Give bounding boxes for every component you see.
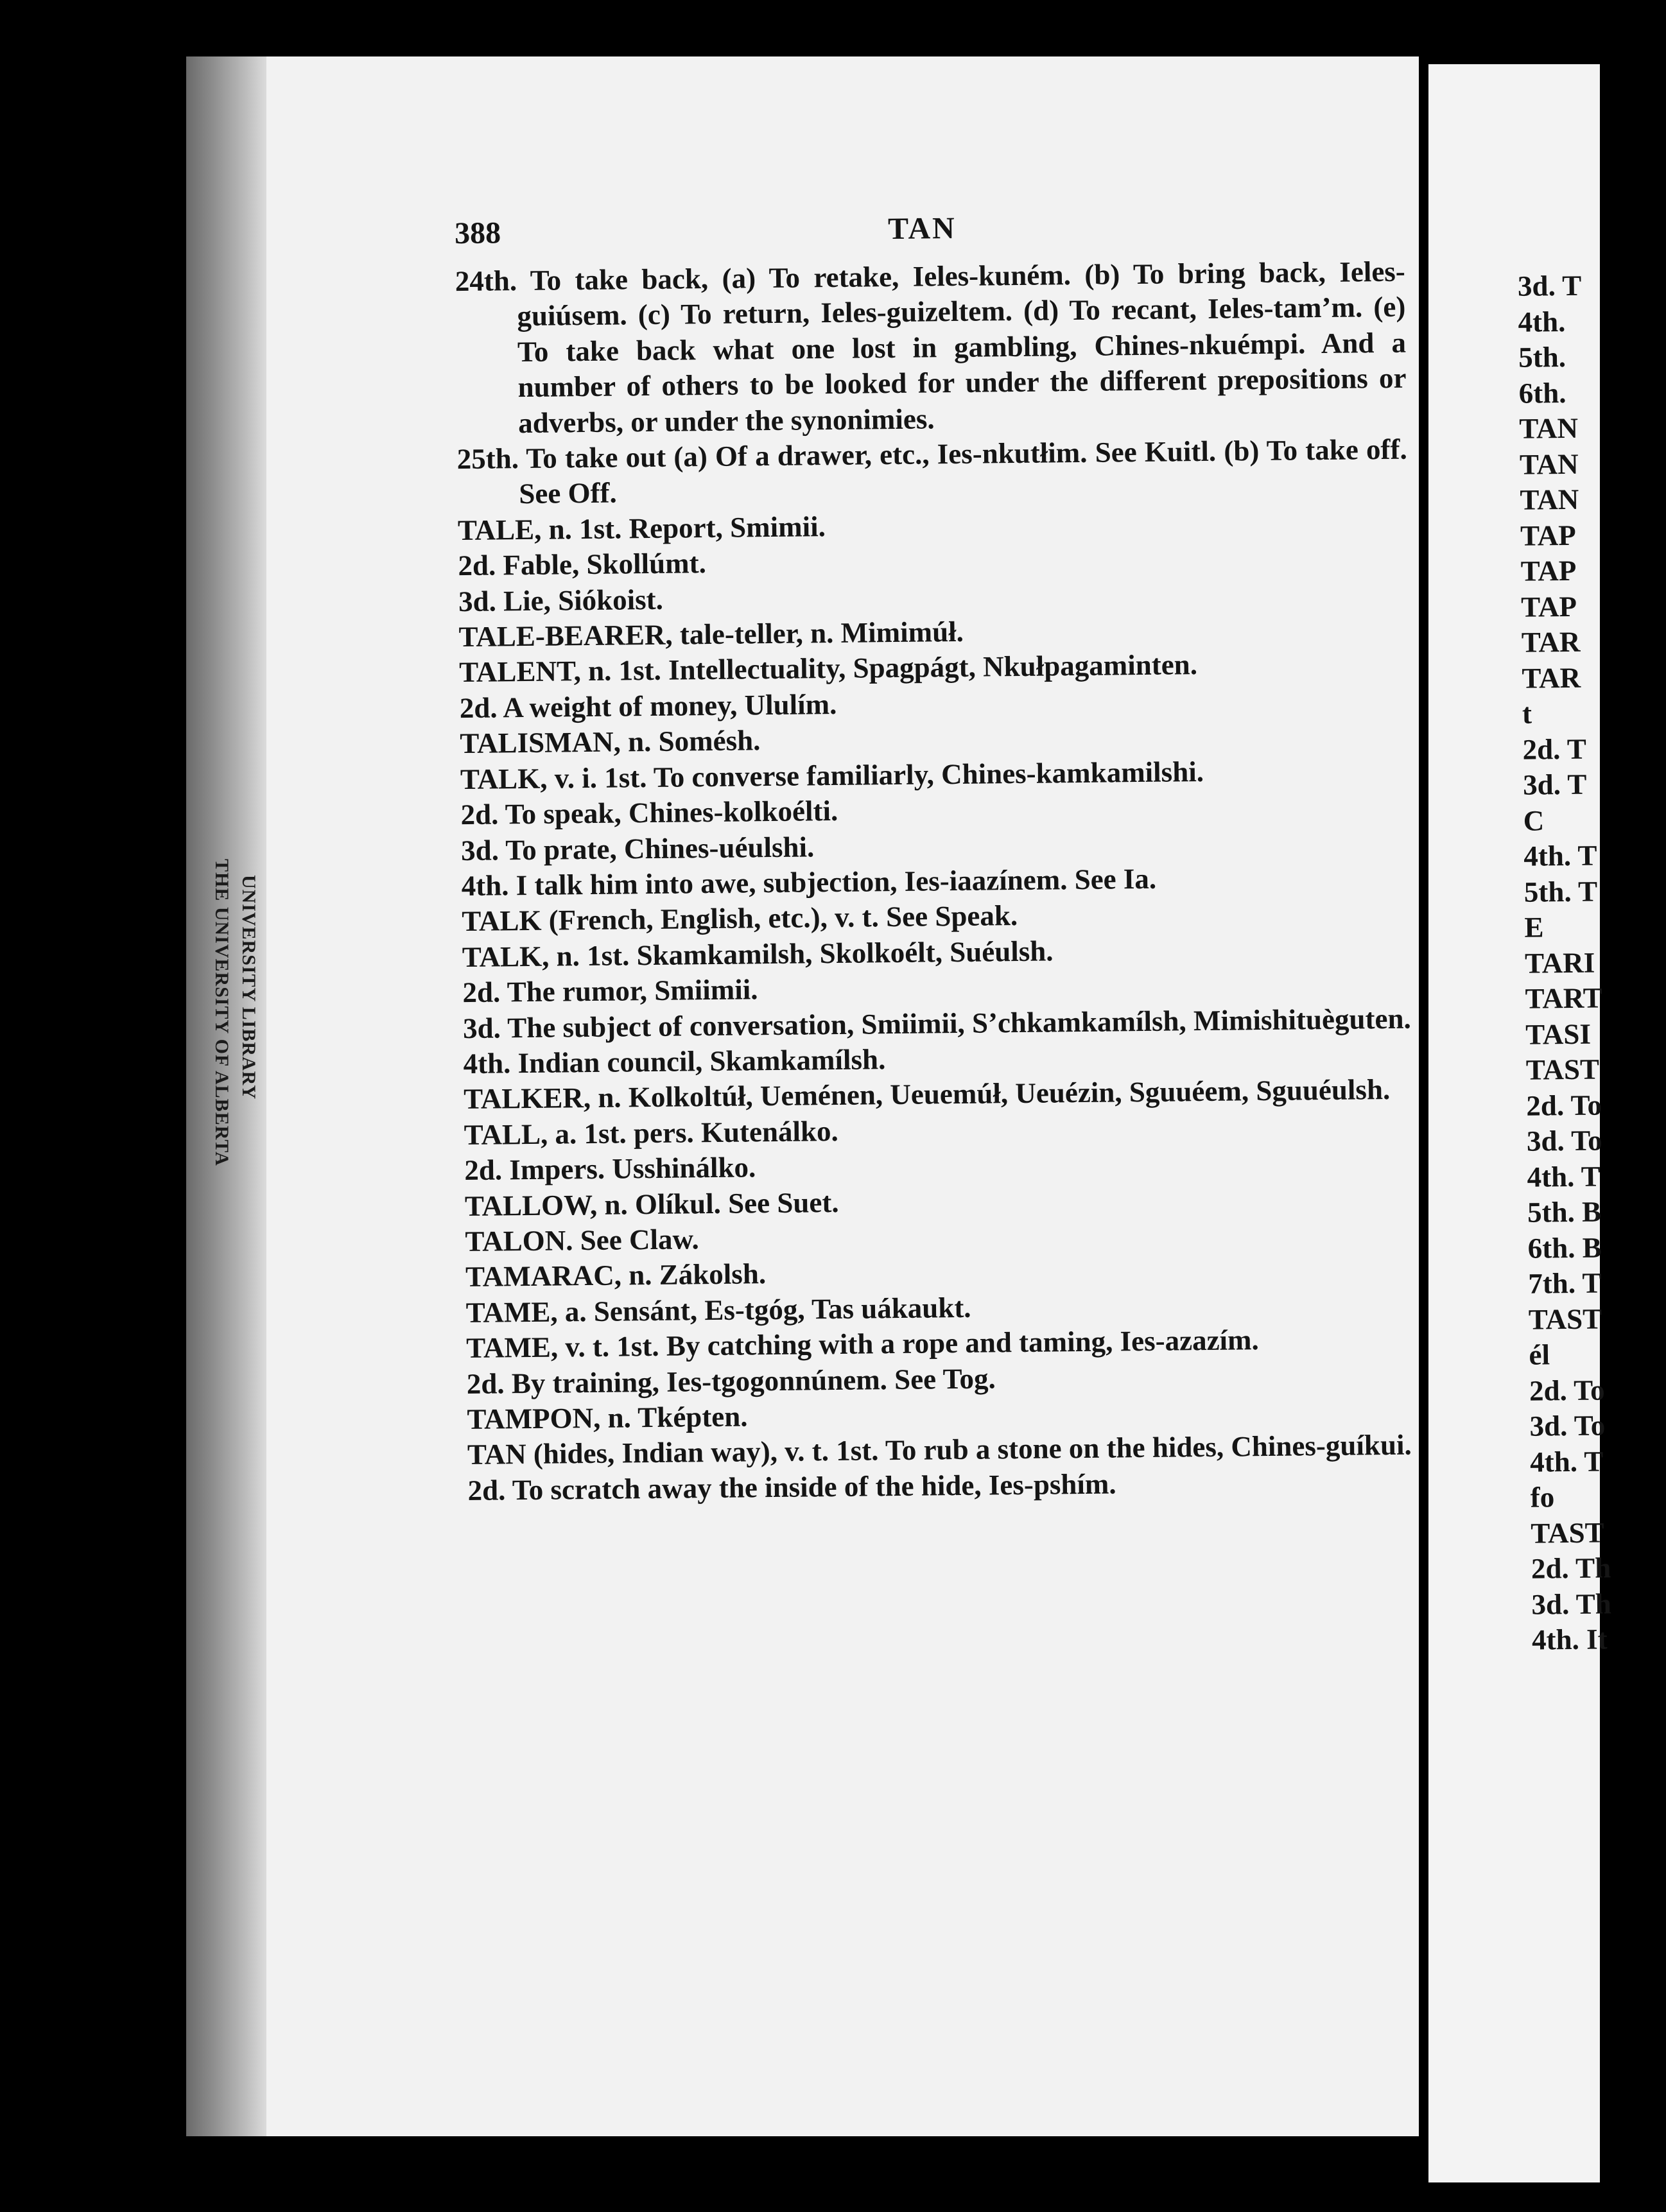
dictionary-entry: TALK, v. i. 1st. To converse familiarly, Chines-kamkamilshi. <box>460 755 1204 795</box>
facing-page-line: TAN <box>1520 483 1579 516</box>
facing-page-line: 5th. T <box>1523 875 1598 908</box>
facing-page-line: C <box>1523 804 1545 837</box>
facing-page-line: 2d. T <box>1522 732 1587 766</box>
facing-page-text <box>1518 268 1661 1658</box>
facing-page-line: 2d. To <box>1529 1373 1605 1407</box>
facing-page-line: 4th. T <box>1529 1445 1604 1478</box>
dictionary-entry: 24th. To take back, (a) To retake, Ielеs-kuném. (b) To bring back, Ielеs-guiúsem. (c) To return, Ielеs-guizeltem. (d) To recant, Ielеs-tam’m. (e) To take back what one lost in gambling, Chines-nkuémpi. And a number of others to be looked for under the different prepositions or adverbs, or under the synonimies. <box>455 255 1407 439</box>
facing-page-line: 3d. T <box>1522 768 1587 801</box>
dictionary-entry: TALK, n. 1st. Skamkamilsh, Skolkoélt, Suéulsh. <box>462 935 1054 973</box>
facing-page-line: TAP <box>1520 519 1577 552</box>
dictionary-entry: TALK (French, English, etc.), v. t. See Speak. <box>462 899 1018 938</box>
facing-page-line: 4th. T <box>1523 839 1597 872</box>
dictionary-entry: TALE, n. 1st. Report, Smimii. <box>457 510 826 546</box>
dictionary-entry: TALKER, n. Kolkoltúł, Ueménen, Ueuemúł, Ueuézin, Sguuéem, Sguuéulsh. <box>463 1073 1391 1116</box>
facing-page-line: 5th. <box>1518 341 1566 374</box>
dictionary-entry: TALLOW, n. Olíkul. See Suet. <box>464 1186 839 1222</box>
facing-page-line: TART <box>1525 981 1603 1015</box>
dictionary-entries <box>455 254 1418 1509</box>
facing-page-line: 7th. T <box>1528 1266 1602 1300</box>
facing-page-line: TAN <box>1519 411 1579 445</box>
facing-page-line: 4th. T <box>1527 1160 1601 1193</box>
facing-page-line: TAST <box>1525 1053 1600 1086</box>
facing-page-line: TAR <box>1522 661 1581 695</box>
facing-page-line: 4th. <box>1518 305 1566 338</box>
facing-page-line: E <box>1524 911 1544 944</box>
facing-page-line: TAR <box>1521 625 1581 659</box>
facing-page-line: TASI <box>1525 1017 1592 1051</box>
dictionary-entry: TAME, a. Sensánt, Es-tgóg, Tas uákaukt. <box>465 1291 971 1329</box>
facing-page-line: TAP <box>1520 590 1577 623</box>
dictionary-entry: 3d. To prate, Chines-uéulshi. <box>460 830 815 867</box>
dictionary-entry: TAMPON, n. Tképten. <box>467 1400 748 1436</box>
dictionary-entry: 2d. Fable, Skollúmt. <box>458 547 707 582</box>
facing-page-line: 5th. B <box>1527 1195 1602 1229</box>
facing-page-line: 3d. To <box>1529 1409 1606 1442</box>
facing-page-line: TAP <box>1520 554 1577 587</box>
dictionary-entry: 4th. Indian council, Skamkamílsh. <box>463 1043 886 1080</box>
facing-page-line: él <box>1529 1338 1550 1371</box>
page-number: 388 <box>454 216 501 251</box>
stamp-line-1: UNIVERSITY LIBRARY <box>238 874 259 1100</box>
facing-page-line: 3d. T <box>1517 269 1582 302</box>
dictionary-entry: TALENT, n. 1st. Intellectuality, Spagpágt, Nkułpagaminten. <box>458 648 1198 689</box>
dictionary-entry: 2d. To speak, Chines-kolkoélti. <box>460 795 838 831</box>
dictionary-entry: 4th. I talk him into awe, subjection, Ies-iaazínem. See Ia. <box>461 862 1157 902</box>
dictionary-entry: 2d. Impers. Usshinálko. <box>464 1151 756 1187</box>
dictionary-entry: 2d. The rumor, Smiimii. <box>462 973 758 1009</box>
dictionary-entry: 2d. By training, Ies-tgogonnúnem. See Tog. <box>466 1362 996 1400</box>
dictionary-entry: 2d. To scratch away the inside of the hide, Ies-pshím. <box>467 1467 1116 1507</box>
facing-page-line: 3d. Th <box>1531 1587 1612 1621</box>
facing-page-line: TAN <box>1519 447 1579 481</box>
facing-page-line: TAST <box>1531 1516 1604 1550</box>
facing-page-line: 4th. It <box>1531 1623 1608 1656</box>
facing-page-line: 2d. To <box>1526 1088 1602 1122</box>
facing-page-line: TARI <box>1524 946 1595 980</box>
dictionary-entry: TALON. See Claw. <box>465 1223 699 1258</box>
facing-page-line: fo <box>1530 1481 1555 1514</box>
dictionary-entry: 2d. A weight of money, Ululím. <box>459 687 837 724</box>
dictionary-entry: TALL, a. 1st. pers. Kutenálko. <box>464 1114 838 1151</box>
facing-page-line: 6th. <box>1518 376 1566 410</box>
dictionary-entry: 3d. Lie, Siókoist. <box>458 583 664 618</box>
facing-page-line: 2d. Th <box>1531 1551 1611 1585</box>
facing-page-line: 3d. To <box>1526 1124 1602 1157</box>
dictionary-entry: TALISMAN, n. Somésh. <box>460 724 761 760</box>
facing-page-line: 6th. B <box>1527 1231 1602 1265</box>
dictionary-entry: 25th. To take out (a) Of a drawer, etc., Ies-nkutłim. See Kuitl. (b) To take off. See Off. <box>456 433 1407 510</box>
page-header <box>455 206 1405 261</box>
dictionary-entry: TAN (hides, Indian way), v. t. 1st. To rub a stone on the hides, Chines-guíkui. <box>467 1429 1412 1471</box>
dictionary-entry: 3d. The subject of conversation, Smiimii, S’chkamkamílsh, Mimishituèguten. <box>462 1002 1411 1044</box>
running-head: TAN <box>887 211 957 246</box>
facing-page-line: t <box>1522 697 1532 730</box>
dictionary-entry: TALE-BEARER, tale-teller, n. Mimimúł. <box>458 615 964 653</box>
facing-page-line: TAST <box>1528 1302 1602 1336</box>
stamp-line-2: THE UNIVERSITY OF ALBERTA <box>211 859 232 1166</box>
dictionary-entry: TAMARAC, n. Zákolsh. <box>465 1257 767 1293</box>
dictionary-entry: TAME, v. t. 1st. By catching with a rope and taming, Ies-azazím. <box>465 1324 1260 1365</box>
